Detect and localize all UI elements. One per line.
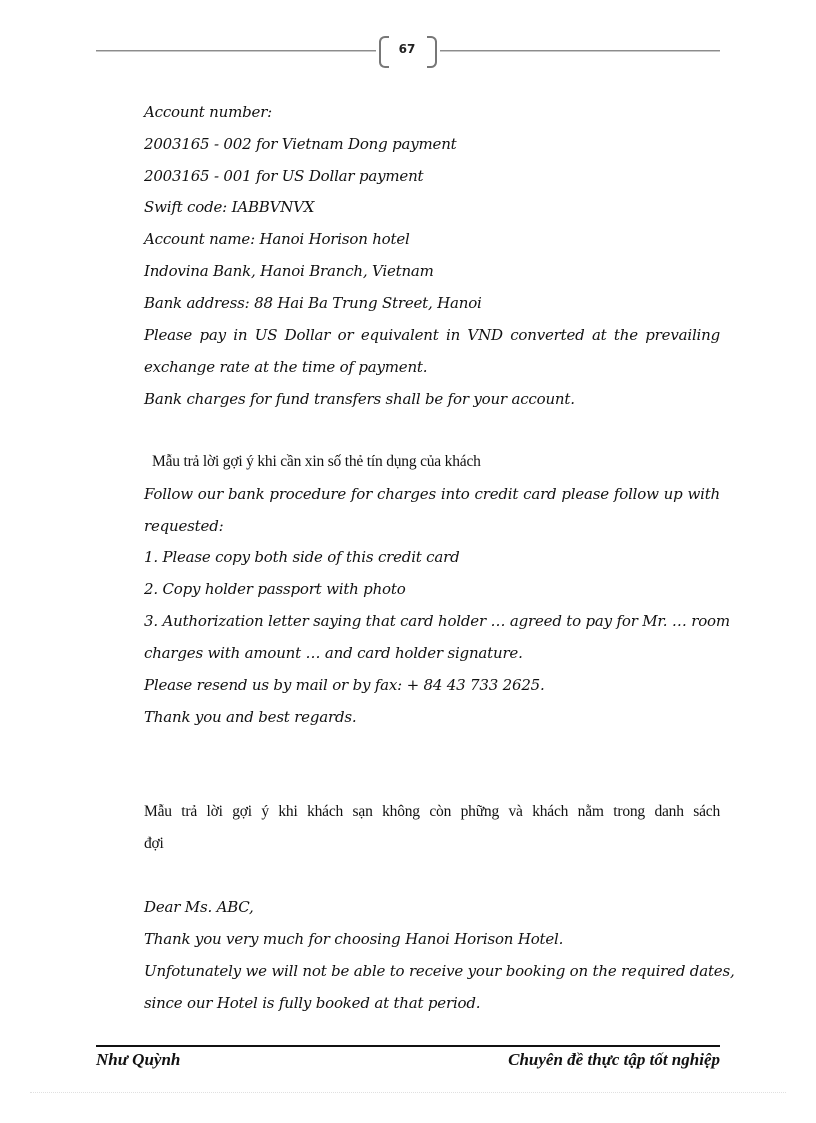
header-rule-right: [440, 50, 720, 52]
text-line: Indovina Bank, Hanoi Branch, Vietnam: [144, 262, 434, 280]
text-line: Dear Ms. ABC,: [144, 898, 254, 916]
page-header: [96, 36, 720, 66]
section-heading: Mẫu trả lời gợi ý khi cần xin số thẻ tín dụng của khách: [152, 453, 481, 470]
text-line: Bank address: 88 Hai Ba Trung Street, Hanoi: [144, 294, 482, 312]
footer-title: Chuyên đề thực tập tốt nghiệp: [508, 1050, 720, 1069]
section-heading-continued: đợi: [144, 835, 164, 852]
page-number: 67: [398, 42, 416, 56]
footer-author: Như Quỳnh: [96, 1050, 181, 1069]
text-line: Bank charges for fund transfers shall be for your account.: [144, 390, 575, 408]
bottom-divider: [30, 1092, 786, 1093]
text-line: Thank you and best regards.: [144, 708, 357, 726]
text-line: 1. Please copy both side of this credit card: [144, 548, 460, 566]
text-line: since our Hotel is fully booked at that period.: [144, 994, 481, 1012]
text-line: 2003165 - 001 for US Dollar payment: [144, 167, 424, 185]
text-line: charges with amount … and card holder signature.: [144, 644, 523, 662]
text-line: requested:: [144, 517, 224, 535]
header-rule-left: [96, 50, 376, 52]
page-footer: [96, 1050, 720, 1076]
right-bracket-icon: [427, 36, 437, 68]
section-heading: Mẫu trả lời gợi ý khi khách sạn không còn phững và khách nằm trong danh sách: [144, 803, 720, 820]
text-line: Account name: Hanoi Horison hotel: [144, 230, 410, 248]
text-line: Thank you very much for choosing Hanoi Horison Hotel.: [144, 930, 564, 948]
text-line: Unfotunately we will not be able to receive your booking on the required dates,: [144, 962, 735, 980]
text-line: 3. Authorization letter saying that card holder … agreed to pay for Mr. … room: [144, 612, 730, 630]
text-line: Please resend us by mail or by fax: + 84 43 733 2625.: [144, 676, 545, 694]
text-line: Follow our bank procedure for charges into credit card please follow up with: [144, 485, 720, 503]
text-line: Please pay in US Dollar or equivalent in VND converted at the prevailing: [144, 326, 720, 344]
text-line: Account number:: [144, 103, 273, 121]
text-line: 2. Copy holder passport with photo: [144, 580, 406, 598]
text-line: 2003165 - 002 for Vietnam Dong payment: [144, 135, 457, 153]
text-line: exchange rate at the time of payment.: [144, 358, 428, 376]
text-line: Swift code: IABBVNVX: [144, 198, 315, 216]
footer-rule: [96, 1045, 720, 1047]
